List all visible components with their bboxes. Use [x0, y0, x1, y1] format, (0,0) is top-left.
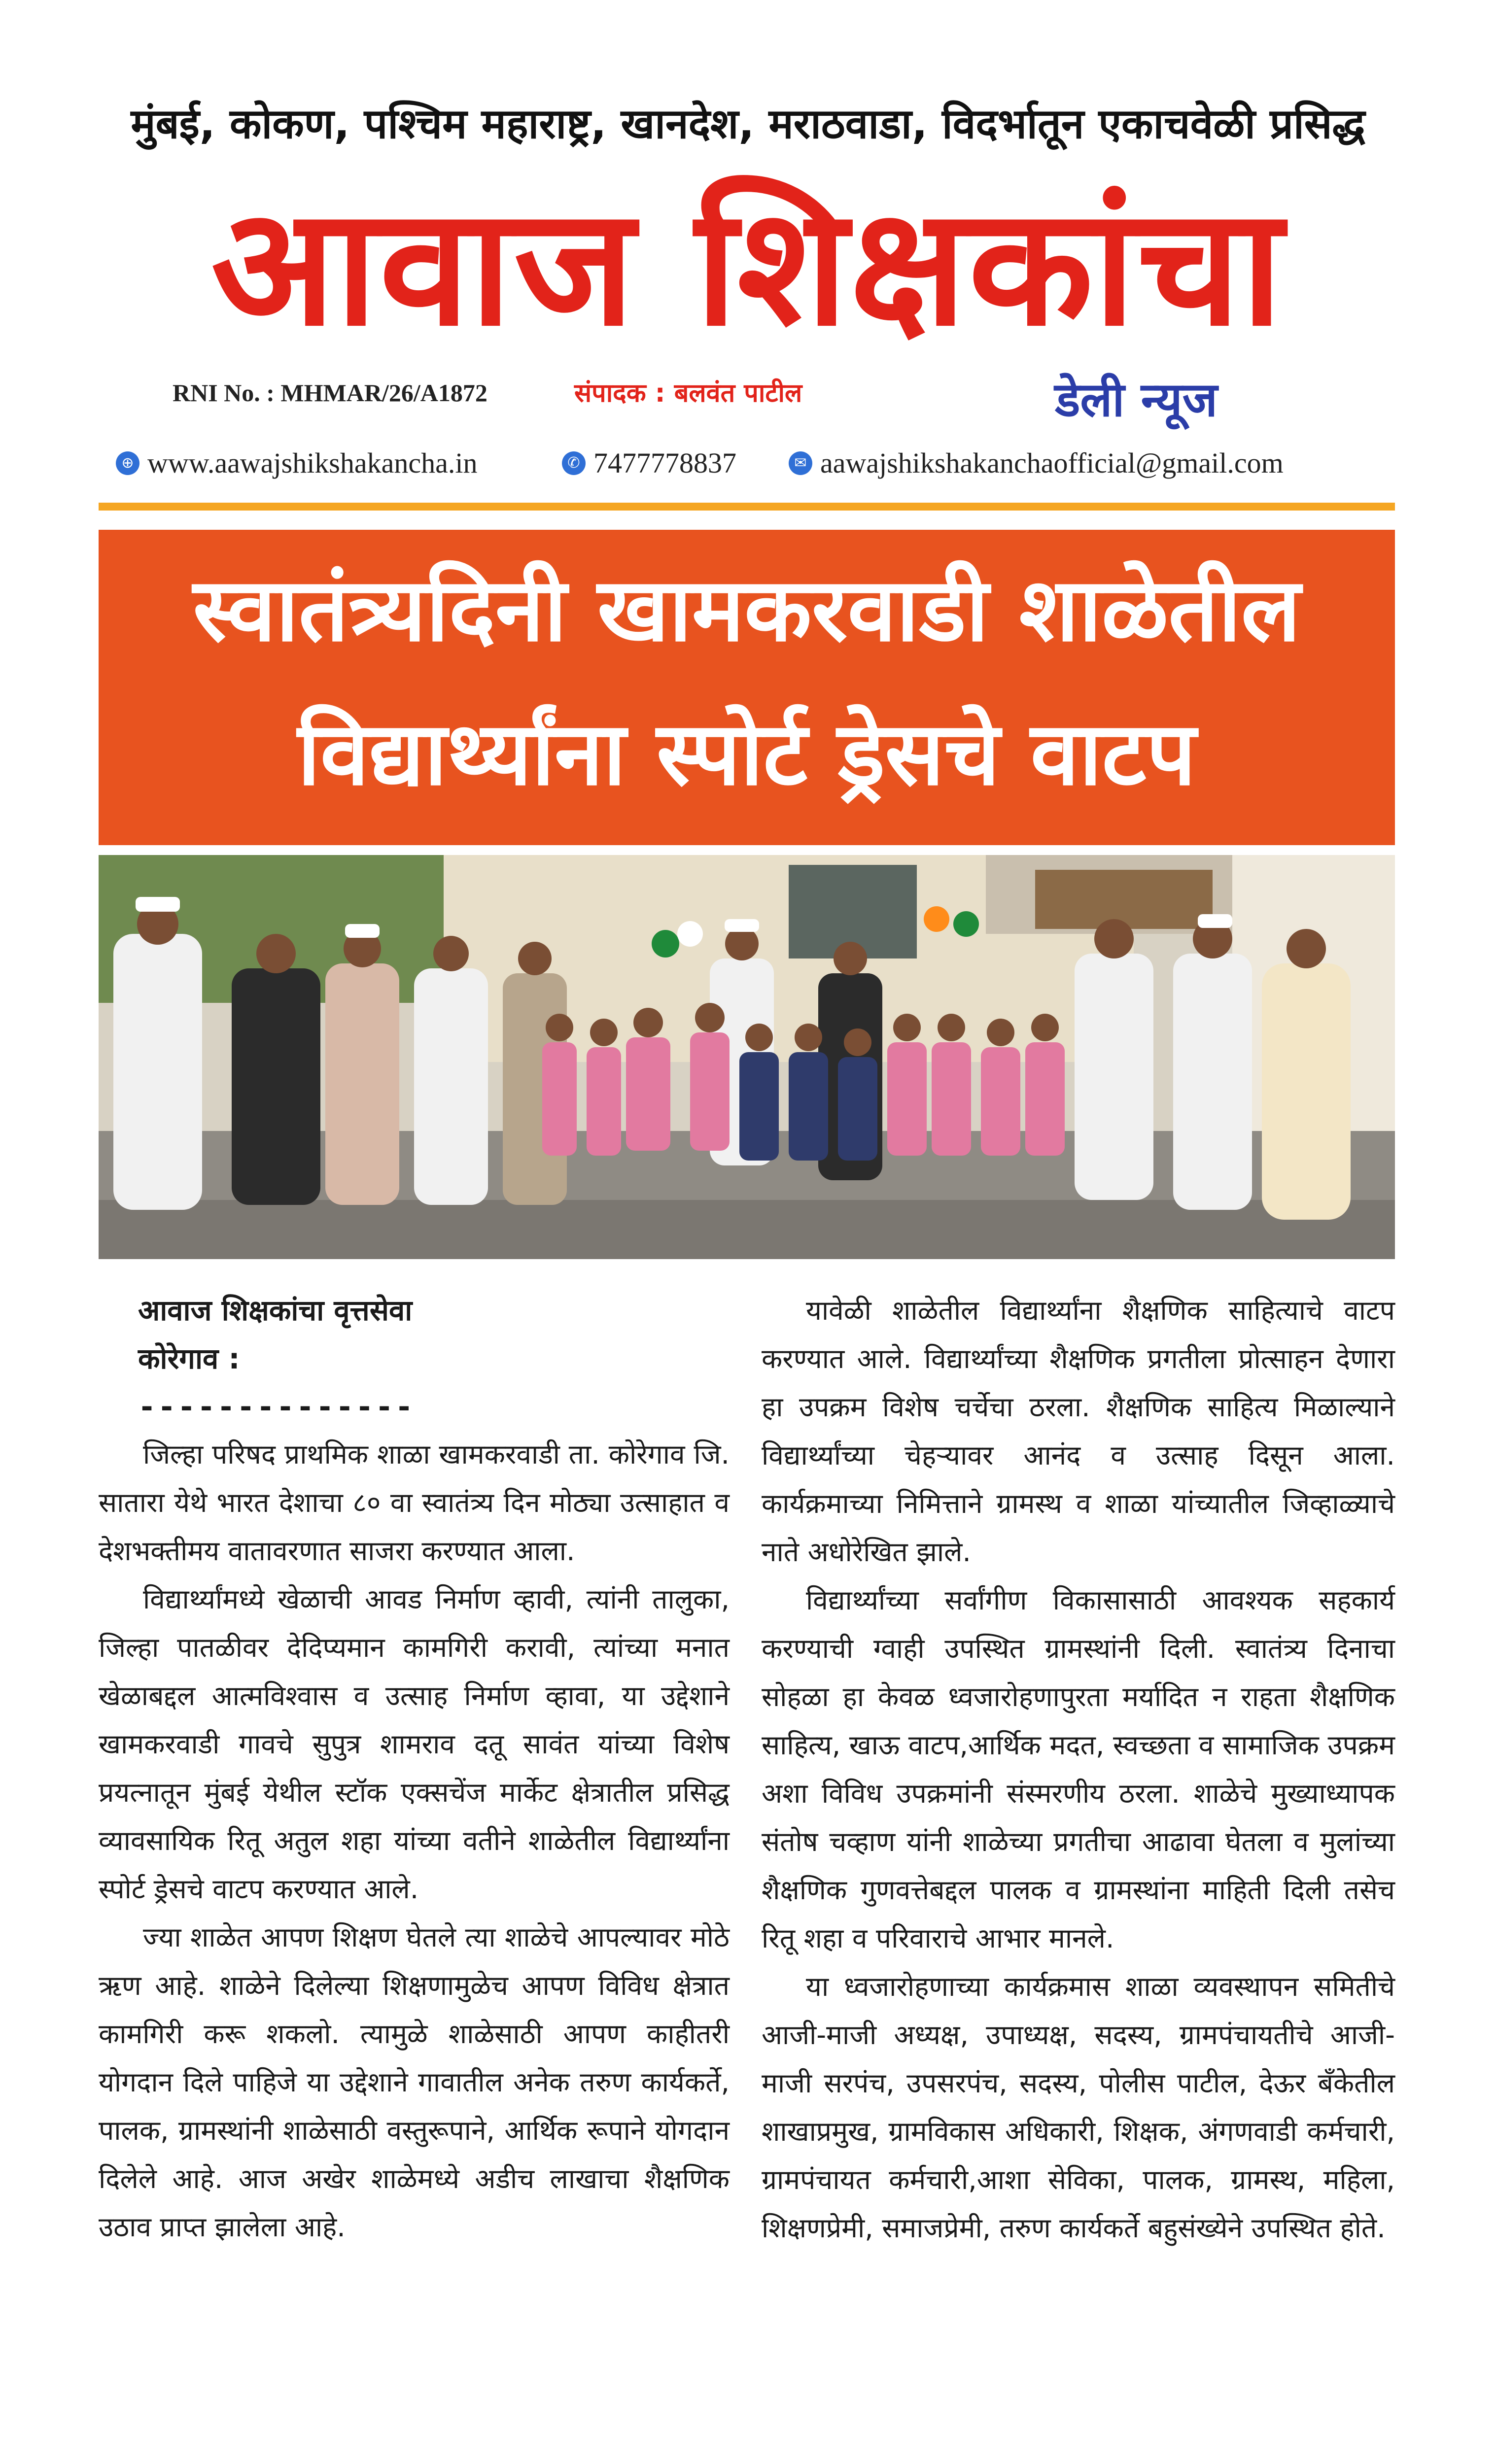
masthead-title: आवाज शिक्षकांचा — [211, 171, 1285, 362]
rni-number: RNI No. : MHMAR/26/A1872 — [173, 379, 487, 407]
contact-email[interactable] — [789, 446, 1284, 479]
byline-location: कोरेगाव : — [138, 1342, 240, 1375]
article-paragraph: विद्यार्थ्यांच्या सर्वांगीण विकासासाठी आवश्यक सहकार्य करण्याची ग्वाही उपस्थित ग्रामस्थांनी दिली. स्वातंत्र्य दिनाचा सोहळा हा केवळ ध्वजारोहणापुरता मर्यादित न राहता शैक्षणिक साहित्य, खाऊ वाटप,आर्थिक मदत, स्वच्छता व सामाजिक उपक्रम अशा विविध उपक्रमांनी संस्मरणीय ठरला. शाळेचे मुख्याध्यापक संतोष चव्हाण यांनी शाळेच्या प्रगतीचा आढावा घेतला व मुलांच्या शैक्षणिक गुणवत्तेबद्दल पालक व ग्रामस्थांना माहिती दिली तसेच रितू शहा व परिवाराचे आभार मानले. — [762, 1584, 1395, 1954]
masthead-tagline: मुंबई, कोकण, पश्चिम महाराष्ट्र, खानदेश, मराठवाडा, विदर्भातून एकाचवेळी प्रसिद्ध — [131, 100, 1365, 148]
globe-icon: ⊕ — [116, 451, 139, 475]
mail-icon: ✉ — [789, 451, 812, 475]
article-column-left — [99, 1430, 730, 2251]
contact-phone[interactable] — [562, 446, 736, 479]
edition-label: डेली न्यूज — [1055, 372, 1218, 427]
byline-divider: -------------- — [138, 1390, 415, 1424]
email-text: aawajshikshakanchaofficial@gmail.com — [820, 447, 1284, 479]
article-paragraph: यावेळी शाळेतील विद्यार्थ्यांना शैक्षणिक साहित्याचे वाटप करण्यात आले. विद्यार्थ्यांच्या शैक्षणिक प्रगतीला प्रोत्साहन देणारा हा उपक्रम विशेष चर्चेचा ठरला. शैक्षणिक साहित्य मिळाल्याने विद्यार्थ्यांच्या चेहऱ्यावर आनंद व उत्साह दिसून आला. कार्यक्रमाच्या निमित्ताने ग्रामस्थ व शाळा यांच्यातील जिव्हाळ्याचे नाते अधोरेखित झाले. — [762, 1295, 1395, 1568]
website-text: www.aawajshikshakancha.in — [147, 447, 478, 479]
article-paragraph: या ध्वजारोहणाच्या कार्यक्रमास शाळा व्यवस्थापन समितीचे आजी-माजी अध्यक्ष, उपाध्यक्ष, सदस्य, ग्रामपंचायतीचे आजी-माजी सरपंच, उपसरपंच, सदस्य, पोलीस पाटील, देऊर बँकेतील शाखाप्रमुख, ग्रामविकास अधिकारी, शिक्षक, अंगणवाडी कर्मचारी, ग्रामपंचायत कर्मचारी,आशा सेविका, पालक, ग्रामस्थ, महिला, शिक्षणप्रेमी, समाजप्रेमी, तरुण कार्यकर्ते बहुसंख्येने उपस्थित होते. — [762, 1971, 1395, 2244]
headline-line-2: विद्यार्थ्यांना स्पोर्ट ड्रेसचे वाटप — [297, 703, 1196, 805]
article-paragraph: विद्यार्थ्यांमध्ये खेळाची आवड निर्माण व्हावी, त्यांनी तालुका, जिल्हा पातळीवर देदिप्यमान कामगिरी करावी, त्यांच्या मनात खेळाबद्दल आत्मविश्वास व उत्साह निर्माण व्हावा, या उद्देशाने खामकरवाडी गावचे सुपुत्र शामराव दतू सावंत यांच्या विशेष प्रयत्नातून मुंबई येथील स्टॉक एक्सचेंज मार्केट क्षेत्रातील प्रसिद्ध व्यावसायिक रितू अतुल शहा यांच्या वतीने शाळेतील विद्यार्थ्यांना स्पोर्ट ड्रेसचे वाटप करण्यात आले. — [99, 1583, 730, 1905]
article-paragraph: ज्या शाळेत आपण शिक्षण घेतले त्या शाळेचे आपल्यावर मोठे ऋण आहे. शाळेने दिलेल्या शिक्षणामुळेच आपण विविध क्षेत्रात कामगिरी करू शकलो. त्यामुळे शाळेसाठी आपण काहीतरी योगदान दिले पाहिजे या उद्देशाने गावातील अनेक तरुण कार्यकर्ते, पालक, ग्रामस्थांनी शाळेसाठी वस्तुरूपाने, आर्थिक रूपाने योगदान दिलेले आहे. आज अखेर शाळेमध्ये अडीच लाखाचा शैक्षणिक उठाव प्राप्त झालेला आहे. — [99, 1921, 730, 2243]
headline-line-1: स्वातंत्र्यदिनी खामकरवाडी शाळेतील — [193, 559, 1301, 661]
contact-website[interactable] — [116, 446, 477, 479]
header-divider — [99, 503, 1395, 511]
byline — [138, 1286, 412, 1383]
byline-agency: आवाज शिक्षकांचा वृत्तसेवा — [138, 1294, 413, 1327]
article-paragraph: जिल्हा परिषद प्राथमिक शाळा खामकरवाडी ता. कोरेगाव जि. सातारा येथे भारत देशाचा ८० वा स्वातंत्र्य दिन मोठ्या उत्साहात व देशभक्तीमय वातावरणात साजरा करण्यात आला. — [99, 1438, 730, 1567]
phone-text: 7477778837 — [593, 447, 736, 479]
editor-credit: संपादक : बलवंत पाटील — [574, 378, 802, 408]
event-photo — [99, 855, 1395, 1259]
article-column-right — [762, 1286, 1395, 2252]
phone-icon: ✆ — [562, 451, 586, 475]
